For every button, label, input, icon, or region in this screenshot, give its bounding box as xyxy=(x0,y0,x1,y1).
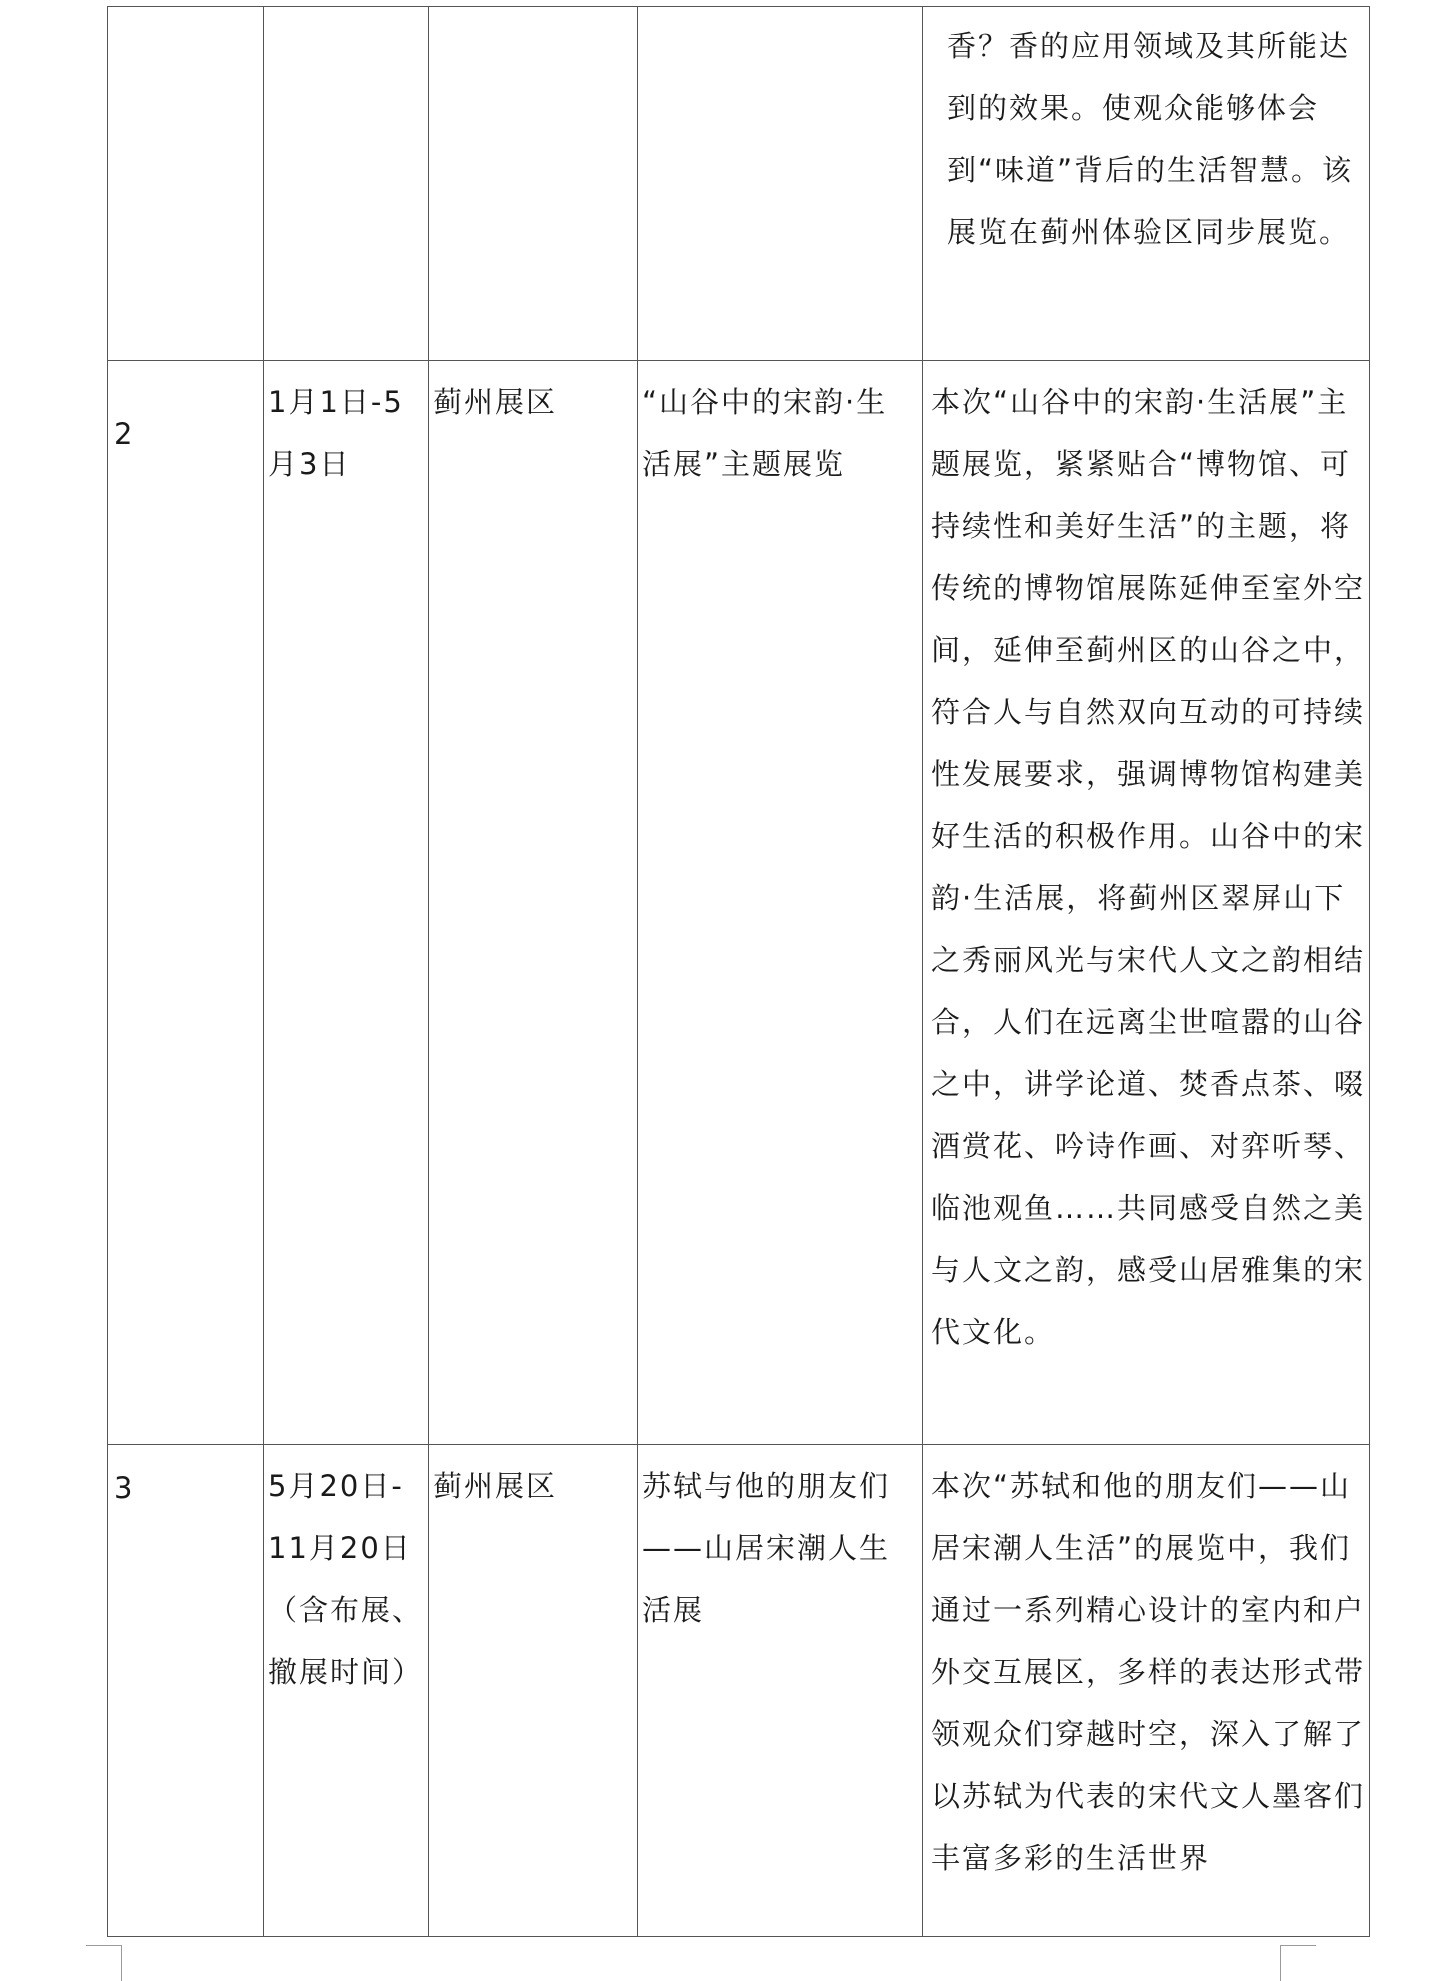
exhibition-venue: 蓟州展区 xyxy=(433,385,558,419)
description-cell xyxy=(923,1445,1370,1937)
exhibition-description: 本次“山谷中的宋韵·生活展”主题展览，紧紧贴合“博物馆、可持续性和美好生活”的主题，将传统的博物馆展陈延伸至室外空间，延伸至蓟州区的山谷之中，符合人与自然双向互动的可持续性发展要求，强调博物馆构建美好生活的积极作用。山谷中的宋韵·生活展，将蓟州区翠屏山下之秀丽风光与宋代人文之韵相结合，人们在远离尘世喧嚣的山谷之中，讲学论道、焚香点茶、啜酒赏花、吟诗作画、对弈听琴、临池观鱼……共同感受自然之美与人文之韵，感受山居雅集的宋代文化。 xyxy=(931,385,1366,1349)
date-cell xyxy=(264,1445,429,1937)
page-corner-mark-left xyxy=(86,1945,122,1946)
page-corner-mark-right xyxy=(1280,1945,1316,1946)
row-number-cell xyxy=(108,1445,264,1937)
table-row xyxy=(108,7,1370,361)
exhibition-title: 苏轼与他的朋友们——山居宋潮人生活展 xyxy=(642,1469,891,1627)
date-cell xyxy=(264,361,429,1445)
table-row xyxy=(108,1445,1370,1937)
row-number: 2 xyxy=(114,417,135,451)
venue-cell xyxy=(429,7,638,361)
title-cell xyxy=(638,7,923,361)
row-number-cell xyxy=(108,361,264,1445)
row-number: 3 xyxy=(114,1471,135,1505)
exhibition-description: 本次“苏轼和他的朋友们——山居宋潮人生活”的展览中，我们通过一系列精心设计的室内和户外交互展区，多样的表达形式带领观众们穿越时空，深入了解了以苏轼为代表的宋代文人墨客们丰富多彩的生活世界 xyxy=(931,1469,1366,1875)
row-number-cell xyxy=(108,7,264,361)
exhibition-date: 1月1日-5月3日 xyxy=(268,385,404,481)
exhibition-date: 5月20日-11月20日（含布展、撤展时间） xyxy=(268,1469,424,1689)
exhibition-venue: 蓟州展区 xyxy=(433,1469,558,1503)
page-corner-mark-right-vertical xyxy=(1280,1945,1281,1981)
table-row xyxy=(108,361,1370,1445)
title-cell xyxy=(638,361,923,1445)
exhibition-table xyxy=(107,6,1370,1937)
title-cell xyxy=(638,1445,923,1937)
page-corner-mark-left-vertical xyxy=(121,1945,122,1981)
venue-cell xyxy=(429,1445,638,1937)
description-cell xyxy=(923,361,1370,1445)
venue-cell xyxy=(429,361,638,1445)
exhibition-title: “山谷中的宋韵·生活展”主题展览 xyxy=(642,385,888,481)
date-cell xyxy=(264,7,429,361)
exhibition-description: 香？香的应用领域及其所能达到的效果。使观众能够体会到“味道”背后的生活智慧。该展览在蓟州体验区同步展览。 xyxy=(947,29,1354,249)
description-cell xyxy=(923,7,1370,361)
